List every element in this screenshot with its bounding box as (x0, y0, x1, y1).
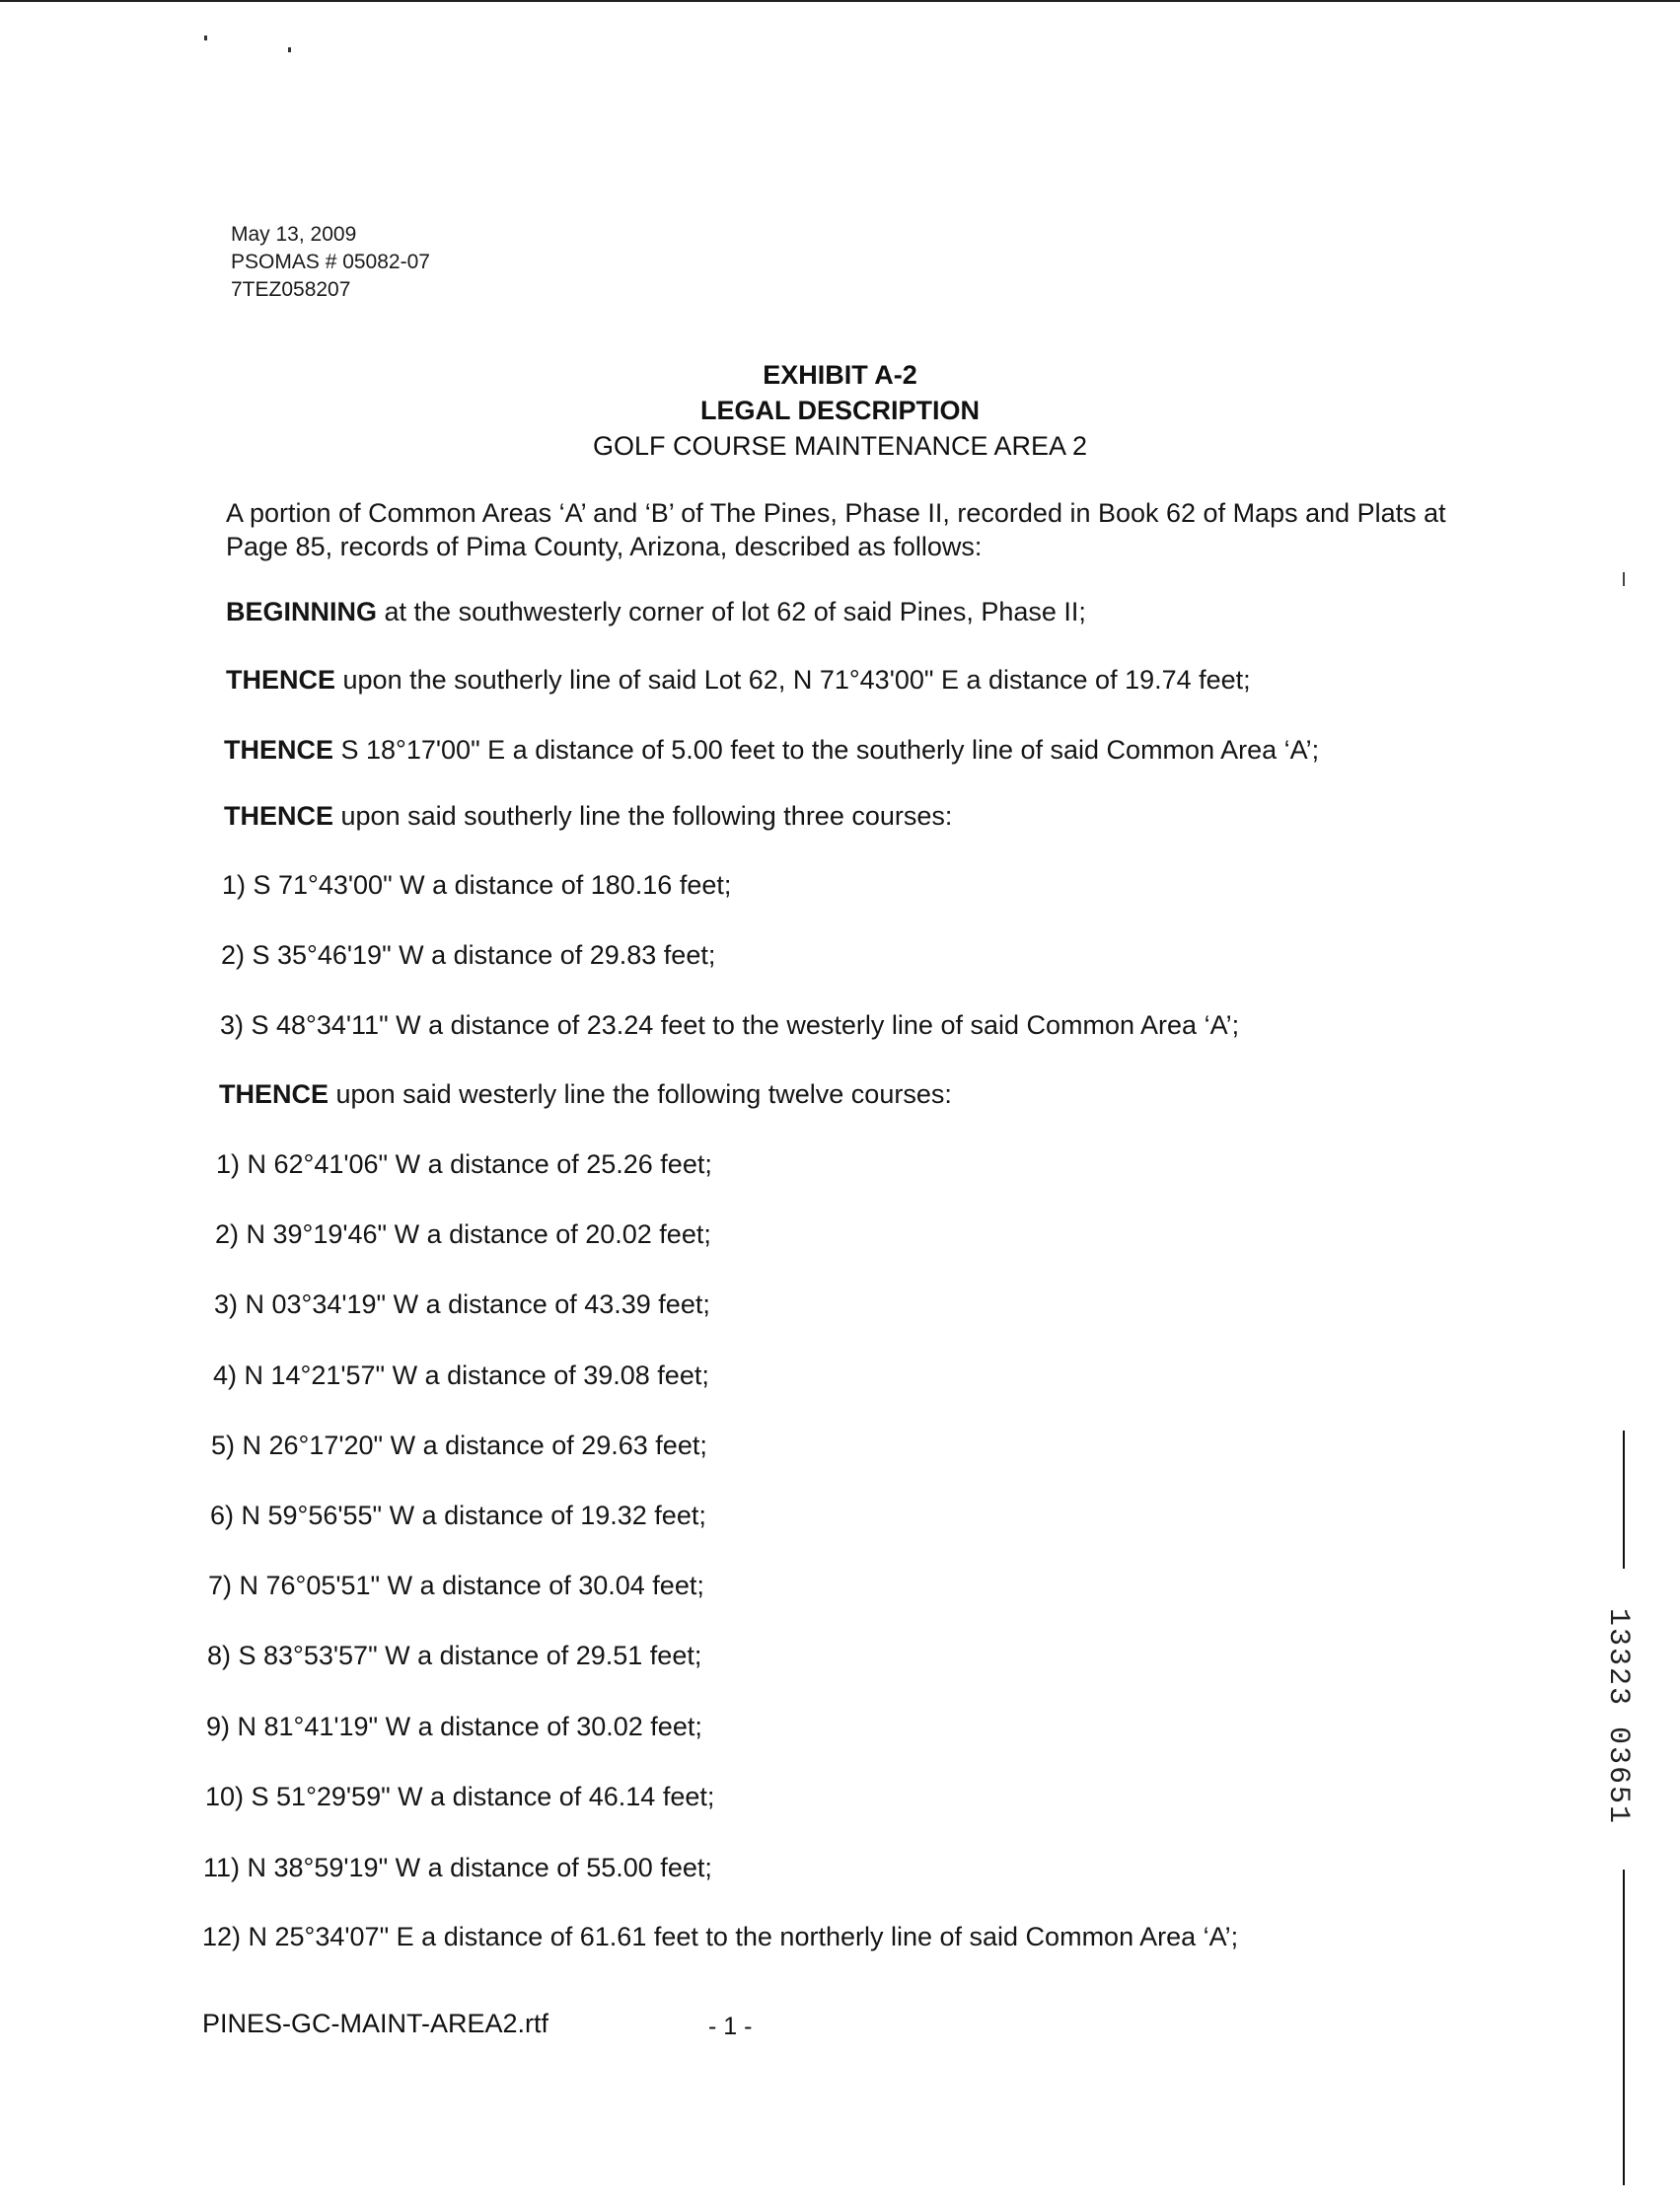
margin-stamp-text: 13323 03651 (1601, 1607, 1635, 1826)
clause-thence (219, 1077, 952, 1111)
course-item: 3) S 48°34'11" W a distance of 23.24 feet to the westerly line of said Common Area ‘A’; (220, 1010, 1240, 1040)
area-title: GOLF COURSE MAINTENANCE AREA 2 (592, 431, 1088, 461)
clause-keyword: THENCE (224, 735, 334, 765)
course-item: 9) N 81°41'19" W a distance of 30.02 feet; (206, 1712, 702, 1741)
clause-text: upon the southerly line of said Lot 62, N 71°43'00" E a distance of 19.74 feet; (335, 665, 1251, 695)
course-item: 6) N 59°56'55" W a distance of 19.32 feet; (210, 1501, 706, 1530)
course-item: 11) N 38°59'19" W a distance of 55.00 feet; (203, 1853, 712, 1882)
clause-keyword: THENCE (219, 1079, 329, 1109)
course-item: 5) N 26°17'20" W a distance of 29.63 feet; (211, 1431, 707, 1460)
margin-rule (1623, 1870, 1625, 2185)
psomas-number: PSOMAS # 05082-07 (231, 251, 430, 273)
document-header (231, 221, 430, 304)
course-item: 2) N 39°19'46" W a distance of 20.02 feet; (215, 1219, 711, 1249)
intro-paragraph: A portion of Common Areas ‘A’ and ‘B’ of The Pines, Phase II, recorded in Book 62 of Maps and Plats at Page 85, records of Pima County, Arizona, described as follows: (226, 498, 1446, 561)
legal-description-title: LEGAL DESCRIPTION (699, 396, 981, 425)
reference-number: 7TEZ058207 (231, 278, 351, 301)
page-top-edge (0, 0, 1680, 2)
scan-speck (204, 36, 207, 40)
document-title (0, 357, 1680, 464)
course-item: 3) N 03°34'19" W a distance of 43.39 feet; (214, 1289, 710, 1319)
clause-thence (224, 799, 952, 833)
margin-rule (1623, 1431, 1625, 1569)
clause-thence (224, 733, 1319, 767)
course-item: 1) N 62°41'06" W a distance of 25.26 feet; (216, 1149, 712, 1179)
course-item: 10) S 51°29'59" W a distance of 46.14 feet; (205, 1782, 715, 1811)
clause-keyword: THENCE (224, 801, 334, 831)
course-item: 8) S 83°53'57" W a distance of 29.51 feet; (207, 1641, 702, 1670)
scan-speck (288, 47, 291, 52)
clause-beginning (226, 595, 1086, 628)
clause-text: upon said southerly line the following three courses: (333, 801, 953, 831)
clause-keyword: BEGINNING (226, 597, 378, 626)
clause-thence (226, 663, 1251, 697)
clause-text: at the southwesterly corner of lot 62 of said Pines, Phase II; (377, 597, 1086, 626)
margin-mark (1623, 572, 1625, 586)
exhibit-title: EXHIBIT A-2 (763, 360, 917, 390)
course-item: 12) N 25°34'07" E a distance of 61.61 feet to the northerly line of said Common Area ‘A’; (202, 1922, 1239, 1951)
footer-page-number: - 1 - (708, 2013, 753, 2040)
margin-stamp (1598, 1579, 1638, 1855)
footer-filename: PINES-GC-MAINT-AREA2.rtf (202, 2009, 549, 2038)
course-item: 1) S 71°43'00" W a distance of 180.16 feet; (222, 870, 732, 900)
course-item: 7) N 76°05'51" W a distance of 30.04 feet; (208, 1571, 704, 1600)
clause-keyword: THENCE (226, 665, 336, 695)
document-date: May 13, 2009 (231, 223, 357, 246)
clause-text: S 18°17'00" E a distance of 5.00 feet to the southerly line of said Common Area ‘A’; (333, 735, 1320, 765)
clause-text: upon said westerly line the following twelve courses: (329, 1079, 952, 1109)
course-item: 4) N 14°21'57" W a distance of 39.08 feet; (213, 1360, 709, 1390)
course-item: 2) S 35°46'19" W a distance of 29.83 feet; (221, 940, 716, 970)
